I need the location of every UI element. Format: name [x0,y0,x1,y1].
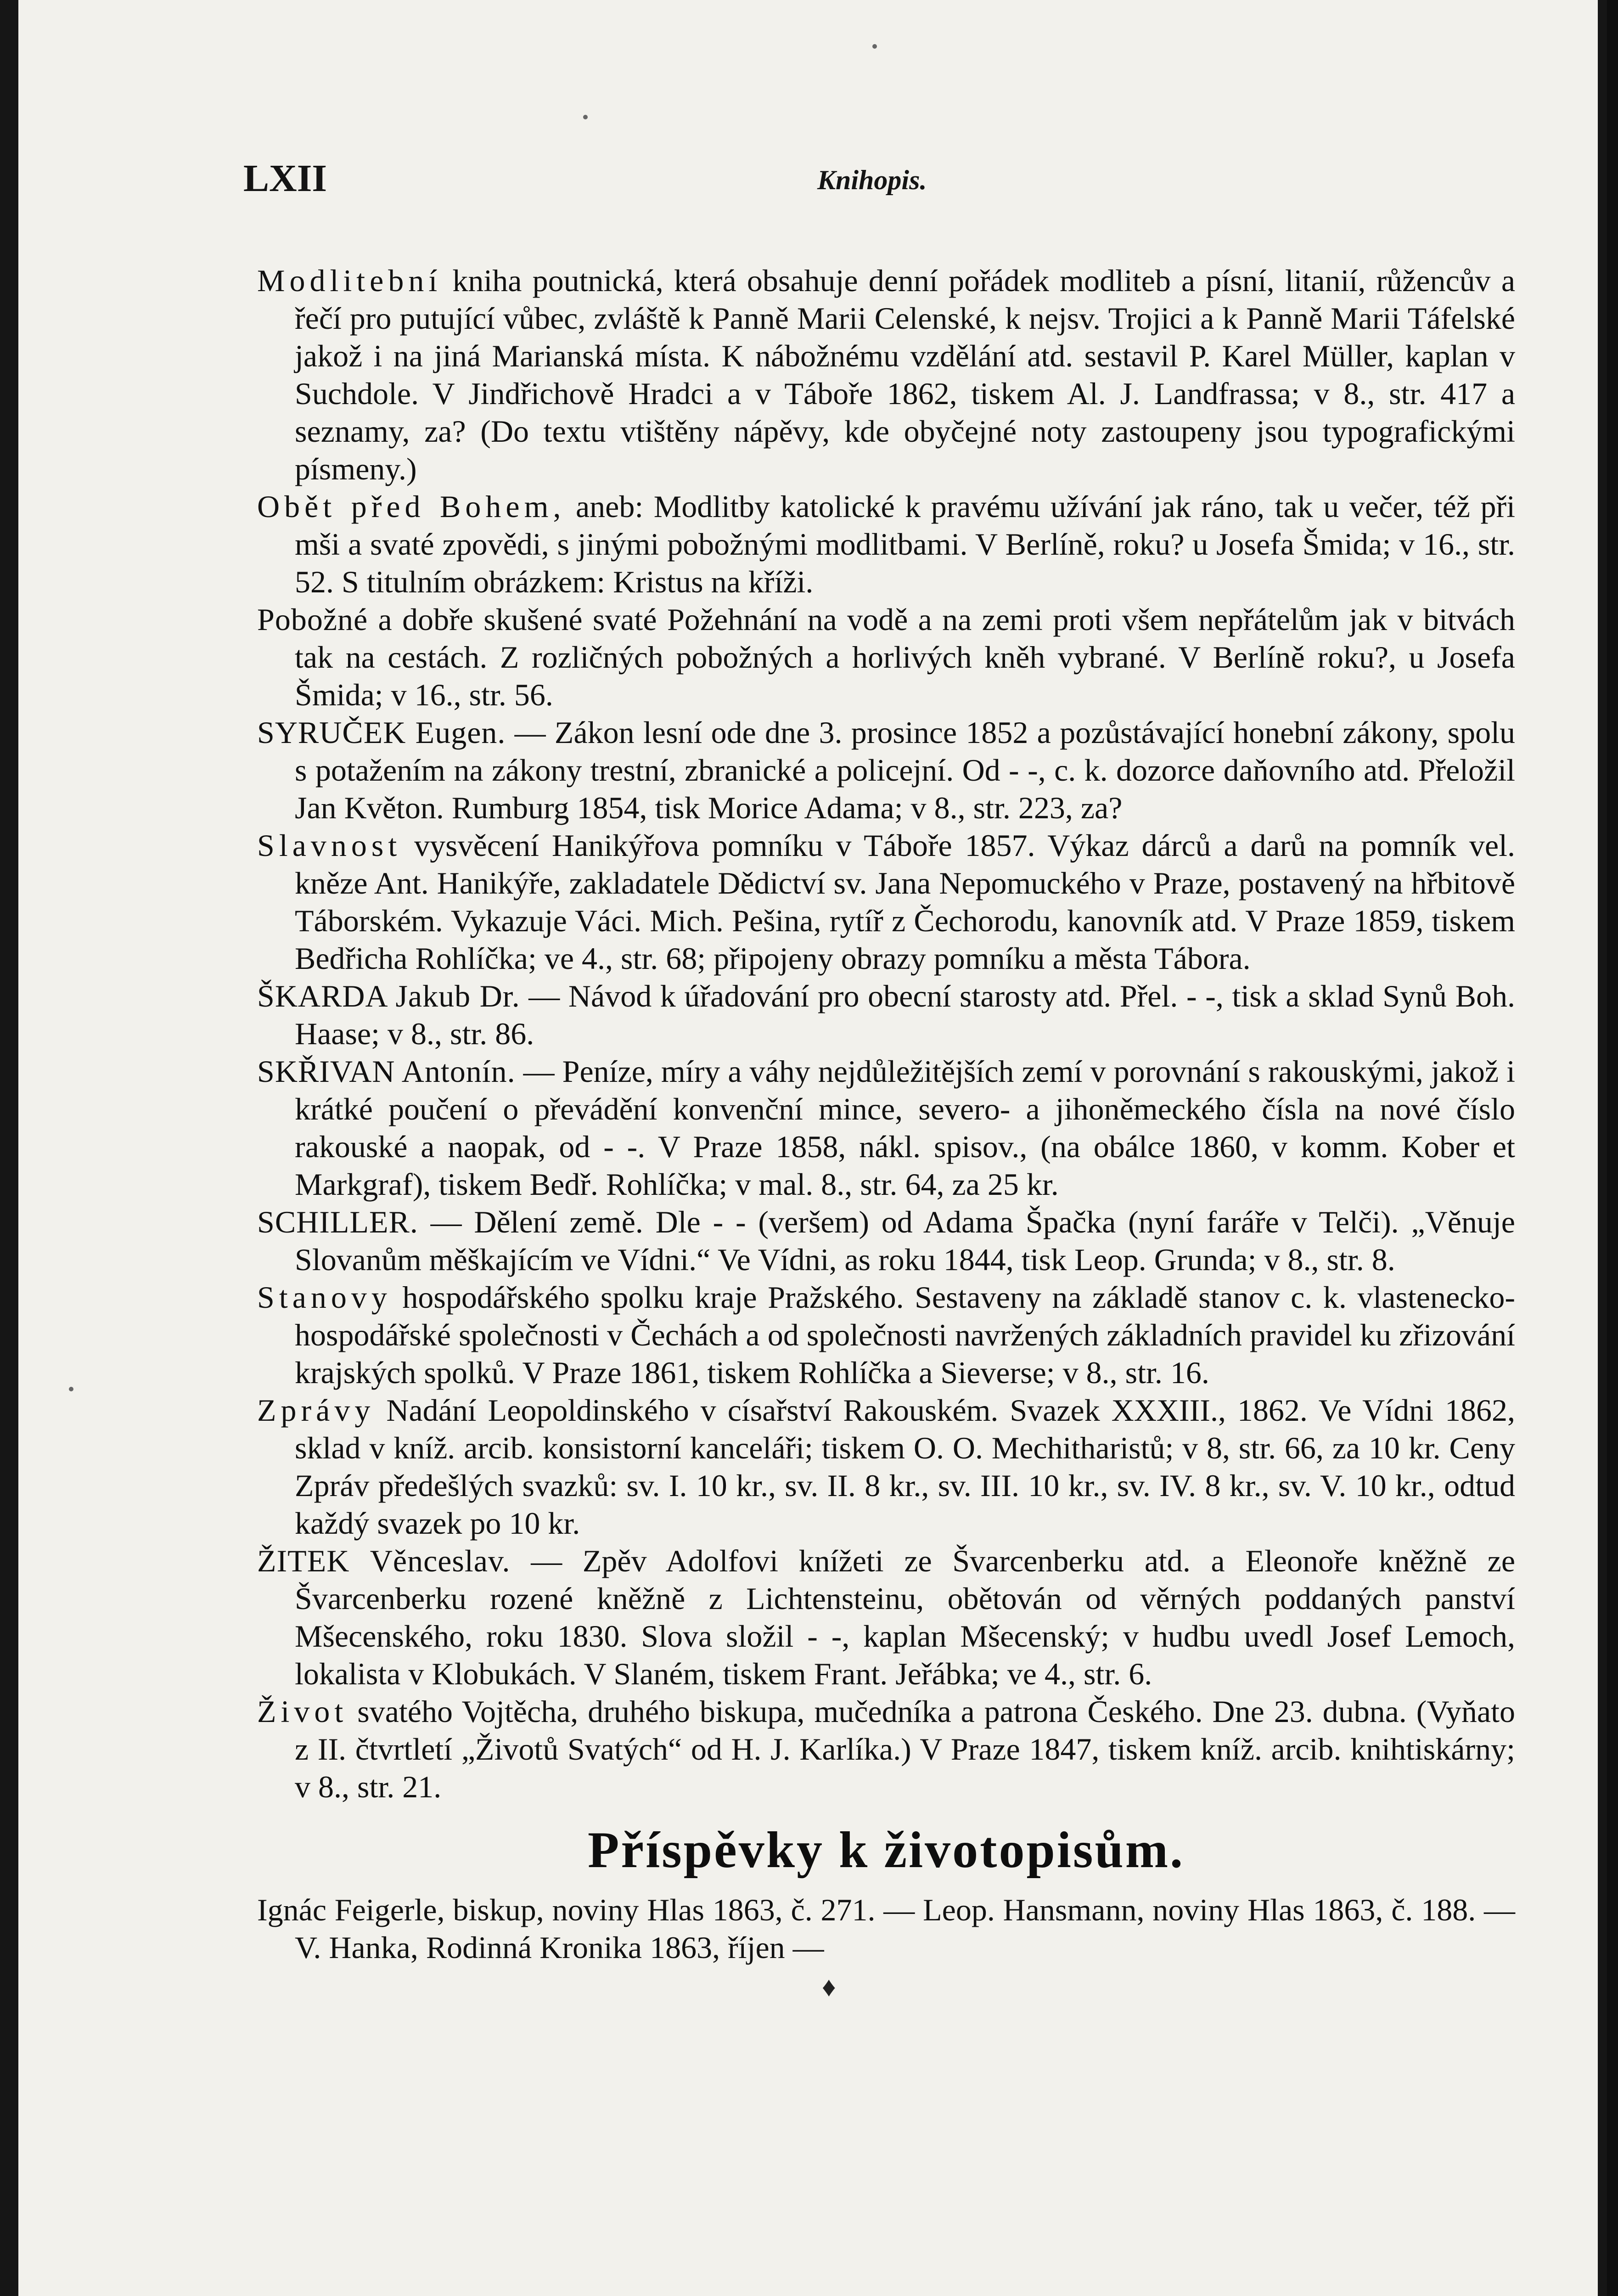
page-edge [1607,0,1618,2296]
entry-text: hospodářského spolku kraje Pražského. Sestaveny na základě stanov c. k. vlastenecko-hospodářské společnosti v Čechách a od společnosti navržených základních pravidel ku zřizování krajských spolků. V Praze 1861, tiskem Rohlíčka a Sieverse; v 8., str. 16. [295,1280,1515,1390]
entry-head: Modlitební [257,263,442,298]
entry-text: — Návod k úřadování pro obecní starosty atd. Přel. - -, tisk a sklad Synů Boh. Haase; v 8., str. 86. [295,979,1515,1051]
entry-zitek [257,1542,1515,1693]
entry-text: — Zákon lesní ode dne 3. prosince 1852 a pozůstávající honební zákony, spolu s potažením na zákony trestní, zbranické a policejní. Od - -, c. k. dozorce daňovního atd. Přeložil Jan Květon. Rumburg 1854, tisk Morice Adama; v 8., str. 223, za? [295,715,1515,825]
section-title: Příspěvky k životopisům. [587,1822,1185,1879]
document-page [18,0,1598,2296]
entry-modlitebni [257,262,1515,488]
running-head [243,156,1455,211]
entry-head: Obět před Bohem, [257,489,566,524]
entry-head: Život [257,1694,348,1729]
entry-head: SYRUČEK Eugen. [257,715,506,750]
entry-pobozne [257,601,1515,714]
entry-text: a dobře skušené svaté Požehnání na vodě a na zemi proti všem nepřátelům jak v bitvách tak na cestách. Z rozličných pobožných a horlivých kněh vybrané. V Berlíně roku?, u Josefa Šmida; v 16., str. 56. [295,602,1515,712]
entry-head: ŠKARDA Jakub Dr. [257,979,520,1013]
entry-stanovy [257,1278,1515,1391]
entry-skrivan [257,1052,1515,1203]
entry-head: SCHILLER. [257,1204,418,1239]
entry-text: — Dělení země. Dle - - (veršem) od Adama Špačka (nyní faráře v Telči). „Věnuje Slovanům měškajícím ve Vídni.“ Ve Vídni, as roku 1844, tisk Leop. Grunda; v 8., str. 8. [295,1204,1515,1277]
section-text: Ignác Feigerle, biskup, noviny Hlas 1863, č. 271. — Leop. Hansmann, noviny Hlas 1863, č. 188. — V. Hanka, Rodinná Kronika 1863, říjen — [257,1892,1515,1965]
entry-head: ŽITEK Věnceslav. [257,1543,511,1578]
entry-text: vysvěcení Hanikýřova pomníku v Táboře 1857. Výkaz dárců a darů na pomník vel. kněze Ant. Hanikýře, zakladatele Dědictví sv. Jana Nepomuckého v Praze, postavený na hřbitově Táborském. Vykazuje Váci. Mich. Pešina, rytíř z Čechorodu, kanovník atd. V Praze 1859, tiskem Bedřicha Rohlíčka; ve 4., str. 68; připojeny obrazy pomníku a města Tábora. [295,828,1515,976]
entry-text: kniha poutnická, která obsahuje denní pořádek modliteb a písní, litanií, růžencův a řečí pro putující vůbec, zvláště k Panně Marii Celenské, k nejsv. Trojici a k Panně Marii Táfelské jakož i na jiná Marianská místa. K nábožnému vzdělání atd. sestavil P. Karel Müller, kaplan v Suchdole. V Jindřichově Hradci a v Táboře 1862, tiskem Al. J. Landfrassa; v 8., str. 417 a seznamy, za? (Do textu vtištěny nápěvy, kde obyčejné noty zastoupeny jsou typografickými písmeny.) [295,263,1515,486]
print-speck [872,44,877,49]
print-speck [69,1387,73,1391]
entry-zpravy [257,1391,1515,1542]
page-number: LXII [243,157,327,200]
print-speck [583,115,588,119]
entry-head: Slavnost [257,828,402,863]
entry-obet [257,488,1515,601]
entry-text: aneb: Modlitby katolické k pravému užívání jak ráno, tak u večer, též při mši a svaté zpovědi, s jinými pobožnými modlitbami. V Berlíně, roku? u Josefa Šmida; v 16., str. 52. S titulním obrázkem: Kristus na kříži. [295,489,1516,599]
entry-head: Pobožné [257,602,368,637]
entry-skarda [257,977,1515,1052]
entry-head: SKŘIVAN Antonín. [257,1054,516,1089]
entry-text: Nadání Leopoldinského v císařství Rakouském. Svazek XXXIII., 1862. Ve Vídni 1862, sklad v kníž. arcib. konsistorní kanceláři; tiskem O. O. Mechitharistů; v 8, str. 66, za 10 kr. Ceny Zpráv předešlých svazků: sv. I. 10 kr., sv. II. 8 kr., sv. III. 10 kr., sv. IV. 8 kr., sv. V. 10 kr., odtud každý svazek po 10 kr. [295,1393,1515,1541]
entry-syrucek [257,714,1515,827]
header-title: Knihopis. [817,165,927,195]
entry-head: Stanovy [257,1280,392,1315]
entry-zivot [257,1693,1515,1806]
bibliography-list [257,262,1515,2003]
entry-schiller [257,1203,1515,1278]
entry-text: — Zpěv Adolfovi knížeti ze Švarcenberku atd. a Eleonoře kněžně ze Švarcenberku rozené kněžně z Lichtensteinu, obětován od věrných poddaných panství Mšecenského, roku 1830. Slova složil - -, kaplan Mšecenský; v hudbu uvedl Josef Lemoch, lokalista v Klobukách. V Slaném, tiskem Frant. Jeřábka; ve 4., str. 6. [295,1543,1515,1691]
entry-slavnost [257,827,1515,977]
ornament-mark: ♦ [822,1972,836,2002]
entry-text: — Peníze, míry a váhy nejdůležitějších zemí v porovnání s rakouskými, jakož i krátké poučení o převádění konvenční mince, severo- a jihoněmeckého čísla na nové číslo rakouské a naopak, od - -. V Praze 1858, nákl. spisov., (na obálce 1860, v komm. Kober et Markgraf), tiskem Bedř. Rohlíčka; v mal. 8., str. 64, za 25 kr. [295,1054,1516,1202]
entry-text: svatého Vojtěcha, druhého biskupa, mučedníka a patrona Českého. Dne 23. dubna. (Vyňato z II. čtvrtletí „Životů Svatých“ od H. J. Karlíka.) V Praze 1847, tiskem kníž. arcib. knihtiskárny; v 8., str. 21. [295,1694,1515,1804]
entry-head: Zprávy [257,1393,375,1428]
